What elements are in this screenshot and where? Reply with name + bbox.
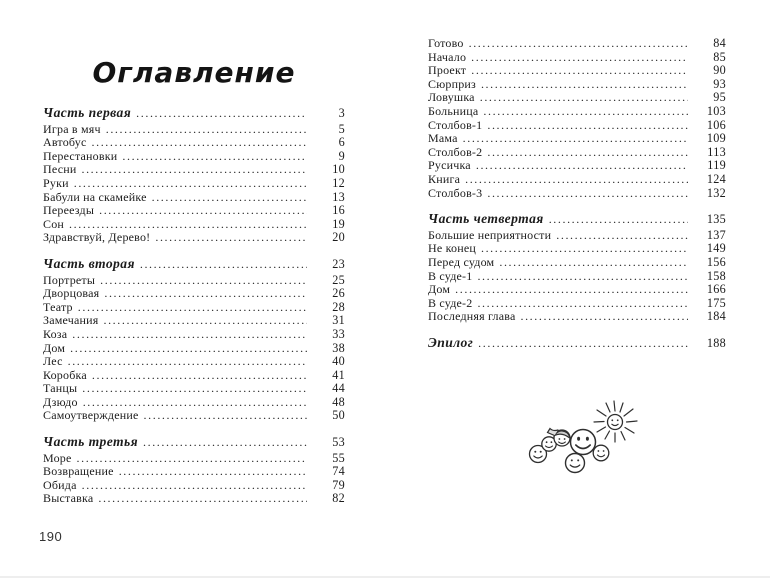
toc-entry-page-number: 10 [332, 162, 345, 177]
toc-entry-page-number: 53 [332, 435, 345, 450]
dot-leader [68, 355, 307, 369]
toc-entry-page-number: 188 [706, 335, 726, 350]
toc-section-title: Часть четвертая [428, 211, 544, 227]
dot-leader [99, 204, 307, 218]
toc-entry-page-number: 158 [706, 268, 726, 283]
toc-entry-page-number: 28 [332, 299, 345, 314]
toc-entry-page-number: 20 [332, 230, 345, 245]
toc-column-right [428, 37, 726, 352]
dot-leader [82, 382, 307, 396]
dot-leader [70, 342, 307, 356]
toc-entry-row [43, 465, 345, 479]
toc-entry-page-number: 95 [713, 90, 726, 105]
smiley-face-icon [566, 454, 585, 473]
dot-leader [83, 396, 307, 410]
toc-entry-page-number: 41 [332, 367, 345, 382]
toc-entry-page-number: 33 [332, 326, 345, 341]
dot-leader [549, 213, 688, 227]
toc-entry-title: Столбов-3 [428, 185, 483, 200]
toc-entry-row [43, 492, 345, 506]
toc-entry-row [428, 283, 726, 297]
dot-leader [477, 270, 688, 284]
toc-entry-page-number: 109 [706, 131, 726, 146]
toc-entry-row [43, 136, 345, 150]
dot-leader [92, 136, 308, 150]
toc-entry-row [43, 301, 345, 315]
dot-leader [465, 173, 688, 187]
dot-leader [81, 163, 307, 177]
toc-entry-title: Начало [428, 49, 467, 64]
toc-entry-title: Большие неприятности [428, 227, 552, 242]
toc-entry-page-number: 5 [338, 121, 345, 136]
toc-entry-page-number: 16 [332, 203, 345, 218]
toc-entry-row [43, 123, 345, 137]
toc-entry-row [43, 218, 345, 232]
dot-leader [499, 256, 688, 270]
toc-entry-page-number: 48 [332, 394, 345, 409]
toc-entry-row [428, 270, 726, 284]
toc-entry-row [43, 328, 345, 342]
toc-entry-title: Здравствуй, Дерево! [43, 230, 151, 245]
toc-column-left [43, 106, 345, 506]
toc-entry-page-number: 132 [706, 185, 726, 200]
dot-leader [487, 119, 688, 133]
toc-section-title: Часть вторая [43, 255, 135, 271]
dot-leader [143, 436, 307, 450]
toc-section-header-row [428, 336, 726, 350]
dot-leader [74, 177, 307, 191]
dot-leader [140, 258, 307, 272]
toc-entry-title: Автобус [43, 135, 87, 150]
toc-entry-page-number: 156 [706, 254, 726, 269]
toc-entry-row [43, 150, 345, 164]
toc-entry-title: Руки [43, 175, 69, 190]
toc-entry-title: Перестановки [43, 148, 118, 163]
toc-entry-row [428, 37, 726, 51]
toc-entry-title: Обида [43, 477, 77, 492]
toc-entry-page-number: 79 [332, 477, 345, 492]
dot-leader [463, 132, 688, 146]
toc-entry-title: Переезды [43, 203, 95, 218]
toc-entry-title: Дзюдо [43, 394, 78, 409]
dot-leader [480, 91, 688, 105]
toc-entry-page-number: 119 [707, 158, 726, 173]
toc-entry-row [43, 355, 345, 369]
toc-entry-title: Не конец [428, 241, 476, 256]
toc-entry-title: Дворцовая [43, 286, 100, 301]
toc-entry-page-number: 13 [332, 189, 345, 204]
toc-entry-title: Море [43, 450, 72, 465]
toc-entry-page-number: 23 [332, 256, 345, 271]
toc-entry-page-number: 106 [706, 117, 726, 132]
dot-leader [477, 297, 688, 311]
dot-leader [455, 283, 688, 297]
dot-leader [98, 492, 307, 506]
dot-leader [483, 105, 688, 119]
toc-entry-page-number: 166 [706, 282, 726, 297]
toc-entry-page-number: 3 [338, 106, 345, 120]
toc-entry-page-number: 85 [713, 49, 726, 64]
toc-entry-page-number: 135 [706, 212, 726, 227]
toc-entry-row [428, 173, 726, 187]
dot-leader [487, 146, 688, 160]
toc-entry-title: Возвращение [43, 464, 114, 479]
toc-entry-row [43, 479, 345, 493]
dot-leader [520, 310, 688, 324]
dot-leader [476, 159, 688, 173]
toc-entry-page-number: 50 [332, 408, 345, 423]
toc-section-title: Часть третья [43, 434, 138, 450]
smiley-face-icon [593, 445, 609, 461]
toc-entry-title: Сюрприз [428, 76, 476, 91]
toc-section-header-row [428, 212, 726, 226]
toc-entry-row [428, 146, 726, 160]
toc-entry-row [428, 64, 726, 78]
toc-entry-title: Песни [43, 162, 77, 177]
toc-entry-row [43, 342, 345, 356]
sun-face-icon [608, 415, 623, 430]
toc-entry-title: Дом [428, 282, 451, 297]
toc-entry-title: Выставка [43, 491, 94, 506]
toc-entry-title: Столбов-1 [428, 117, 483, 132]
toc-entry-row [43, 452, 345, 466]
toc-entry-row [43, 287, 345, 301]
toc-entry-row [43, 204, 345, 218]
smiley-faces-and-sun-doodle [523, 398, 683, 486]
toc-entry-row [43, 177, 345, 191]
toc-entry-page-number: 149 [706, 241, 726, 256]
toc-entry-title: Самоутверждение [43, 408, 139, 423]
toc-entry-page-number: 103 [706, 103, 726, 118]
toc-entry-title: Коза [43, 326, 68, 341]
toc-entry-row [43, 369, 345, 383]
dot-leader [469, 37, 688, 51]
toc-entry-title: Коробка [43, 367, 87, 382]
toc-entry-page-number: 31 [332, 313, 345, 328]
dot-leader [152, 191, 307, 205]
toc-entry-row [43, 314, 345, 328]
toc-entry-title: В суде-1 [428, 268, 473, 283]
dot-leader [471, 51, 688, 65]
toc-section-header-row [43, 435, 345, 449]
toc-entry-title: Готово [428, 36, 464, 50]
toc-section-title: Эпилог [428, 334, 474, 350]
toc-entry-row [428, 51, 726, 65]
toc-section-header-row [43, 257, 345, 271]
toc-entry-title: Бабули на скамейке [43, 189, 147, 204]
toc-entry-title: Лес [43, 354, 63, 369]
toc-entry-row [428, 242, 726, 256]
toc-entry-row [428, 132, 726, 146]
toc-entry-page-number: 184 [706, 309, 726, 324]
toc-entry-page-number: 38 [332, 340, 345, 355]
toc-entry-title: Русичка [428, 158, 471, 173]
toc-section-header-row [43, 106, 345, 120]
dot-leader [119, 465, 307, 479]
toc-entry-page-number: 25 [332, 272, 345, 287]
dot-leader [481, 242, 688, 256]
toc-entry-title: Ловушка [428, 90, 475, 105]
toc-entry-row [43, 396, 345, 410]
page-title: Оглавление [92, 56, 296, 89]
toc-entry-page-number: 55 [332, 450, 345, 465]
dot-leader [471, 64, 688, 78]
toc-entry-page-number: 44 [332, 381, 345, 396]
dot-leader [136, 107, 307, 121]
toc-entry-page-number: 12 [332, 175, 345, 190]
toc-entry-title: Танцы [43, 381, 78, 396]
dot-leader [103, 314, 307, 328]
toc-entry-title: Книга [428, 171, 461, 186]
toc-entry-page-number: 82 [332, 491, 345, 506]
toc-entry-title: Дом [43, 340, 66, 355]
dot-leader [481, 78, 688, 92]
toc-entry-page-number: 19 [332, 216, 345, 231]
toc-entry-page-number: 40 [332, 354, 345, 369]
dot-leader [478, 337, 688, 351]
dot-leader [78, 301, 307, 315]
toc-entry-page-number: 26 [332, 286, 345, 301]
toc-entry-title: Замечания [43, 313, 99, 328]
dot-leader [72, 328, 307, 342]
dot-leader [487, 187, 688, 201]
toc-entry-row [428, 119, 726, 133]
dot-leader [100, 274, 307, 288]
toc-entry-row [428, 105, 726, 119]
toc-entry-row [43, 409, 345, 423]
toc-entry-page-number: 93 [713, 76, 726, 91]
toc-entry-title: Мама [428, 131, 458, 146]
toc-entry-page-number: 113 [707, 144, 726, 159]
toc-entry-title: Сон [43, 216, 65, 231]
toc-entry-page-number: 9 [338, 148, 345, 163]
big-smiley-face-icon [571, 430, 596, 455]
dot-leader [104, 287, 307, 301]
toc-entry-row [43, 231, 345, 245]
toc-entry-row [428, 229, 726, 243]
toc-entry-title: Портреты [43, 272, 96, 287]
toc-entry-row [43, 382, 345, 396]
toc-entry-title: Последняя глава [428, 309, 516, 324]
dot-leader [122, 150, 307, 164]
dot-leader [69, 218, 307, 232]
toc-entry-title: Театр [43, 299, 73, 314]
toc-entry-row [428, 78, 726, 92]
dot-leader [92, 369, 307, 383]
toc-entry-page-number: 90 [713, 63, 726, 78]
dot-leader [556, 229, 688, 243]
toc-entry-row [428, 297, 726, 311]
toc-entry-title: В суде-2 [428, 295, 473, 310]
toc-entry-title: Столбов-2 [428, 144, 483, 159]
toc-entry-page-number: 6 [338, 135, 345, 150]
toc-entry-title: Проект [428, 63, 467, 78]
dot-leader [106, 123, 307, 137]
toc-entry-row [428, 91, 726, 105]
toc-entry-page-number: 124 [706, 171, 726, 186]
dot-leader [77, 452, 308, 466]
toc-entry-row [43, 191, 345, 205]
dot-leader [155, 231, 307, 245]
toc-entry-row [43, 163, 345, 177]
toc-entry-title: Перед судом [428, 254, 495, 269]
toc-entry-page-number: 74 [332, 464, 345, 479]
toc-entry-row [428, 310, 726, 324]
toc-entry-row [428, 187, 726, 201]
toc-entry-row [428, 256, 726, 270]
toc-entry-page-number: 137 [706, 227, 726, 242]
toc-entry-row [43, 274, 345, 288]
toc-entry-page-number: 84 [713, 36, 726, 50]
dot-leader [82, 479, 307, 493]
toc-entry-title: Игра в мяч [43, 121, 101, 136]
dot-leader [144, 409, 307, 423]
toc-entry-row [428, 159, 726, 173]
toc-entry-page-number: 175 [706, 295, 726, 310]
toc-section-title: Часть первая [43, 105, 132, 120]
page-number: 190 [39, 529, 63, 544]
toc-entry-title: Больница [428, 103, 479, 118]
